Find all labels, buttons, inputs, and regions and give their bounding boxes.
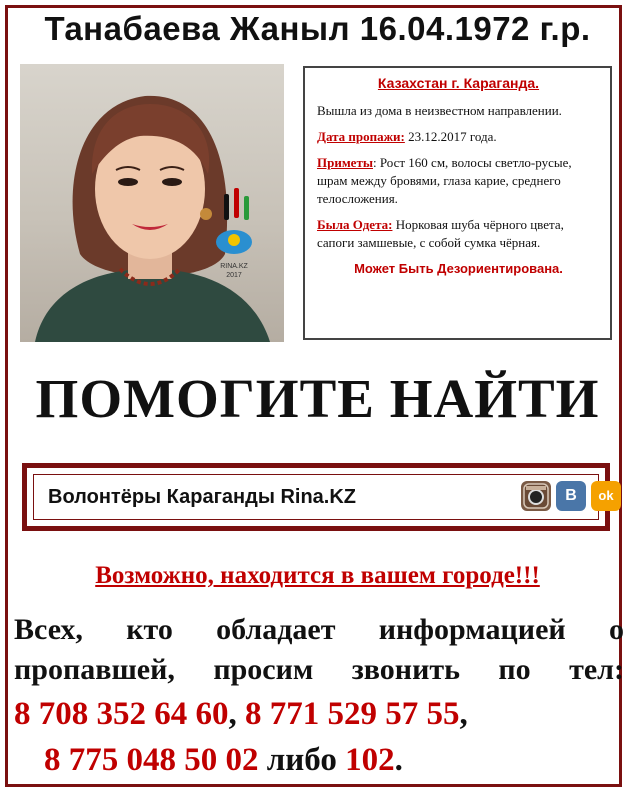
vk-icon[interactable]: B bbox=[556, 481, 586, 511]
phone-end: . bbox=[394, 742, 403, 778]
instagram-icon[interactable] bbox=[521, 481, 551, 511]
watermark-year: 2017 bbox=[226, 272, 242, 279]
details-box bbox=[303, 66, 612, 340]
help-find-headline: ПОМОГИТЕ НАЙТИ bbox=[35, 368, 600, 429]
phone-emergency[interactable]: 102 bbox=[345, 742, 395, 778]
missing-date-value: 23.12.2017 года. bbox=[404, 129, 497, 144]
missing-date bbox=[317, 128, 600, 146]
watermark-rina: RINA.KZ bbox=[220, 263, 248, 270]
disoriented-note: Может Быть Дезориентирована. bbox=[354, 261, 563, 276]
phone-separator-2: , bbox=[459, 696, 468, 732]
missing-person-photo bbox=[20, 64, 284, 342]
phone-line-1 bbox=[14, 696, 468, 733]
missing-date-label: Дата пропажи: bbox=[317, 129, 405, 144]
phone-1[interactable]: 8 708 352 64 60 bbox=[14, 696, 229, 732]
signs-value: : Рост 160 см, волосы светло-русые, шрам между бровями, глаза карие, среднего телосложения. bbox=[317, 155, 572, 206]
or-text: либо bbox=[258, 742, 346, 778]
dressed-label: Была Одета: bbox=[317, 217, 393, 232]
volunteers-banner-inner bbox=[33, 474, 614, 520]
volunteers-banner bbox=[22, 463, 614, 531]
dressed bbox=[317, 216, 600, 252]
signs bbox=[317, 154, 600, 208]
contact-request: Всех, кто обладает информацией о пропавшей, просим звонить по тел: bbox=[14, 613, 624, 686]
volunteers-label: Волонтёры Караганды Rina.KZ bbox=[48, 486, 357, 508]
maybe-in-your-city: Возможно, находится в вашем городе!!! bbox=[95, 562, 540, 589]
signs-label: Приметы bbox=[317, 155, 373, 170]
odnoklassniki-icon[interactable]: ok bbox=[591, 481, 621, 511]
phone-separator-1: , bbox=[228, 696, 245, 732]
left-home-text: Вышла из дома в неизвестном направлении. bbox=[317, 103, 562, 118]
location-city: Казахстан г. Караганда. bbox=[377, 75, 540, 91]
phone-line-2 bbox=[44, 742, 403, 779]
phone-3[interactable]: 8 775 048 50 02 bbox=[44, 742, 259, 778]
person-name-title: Танабаева Жаныл 16.04.1972 г.р. bbox=[44, 10, 591, 47]
dressed-value: Норковая шуба чёрного цвета, сапоги замшевые, с собой сумка чёрная. bbox=[317, 217, 564, 250]
phone-2[interactable]: 8 771 529 57 55 bbox=[245, 696, 460, 732]
portrait-illustration bbox=[20, 64, 284, 342]
